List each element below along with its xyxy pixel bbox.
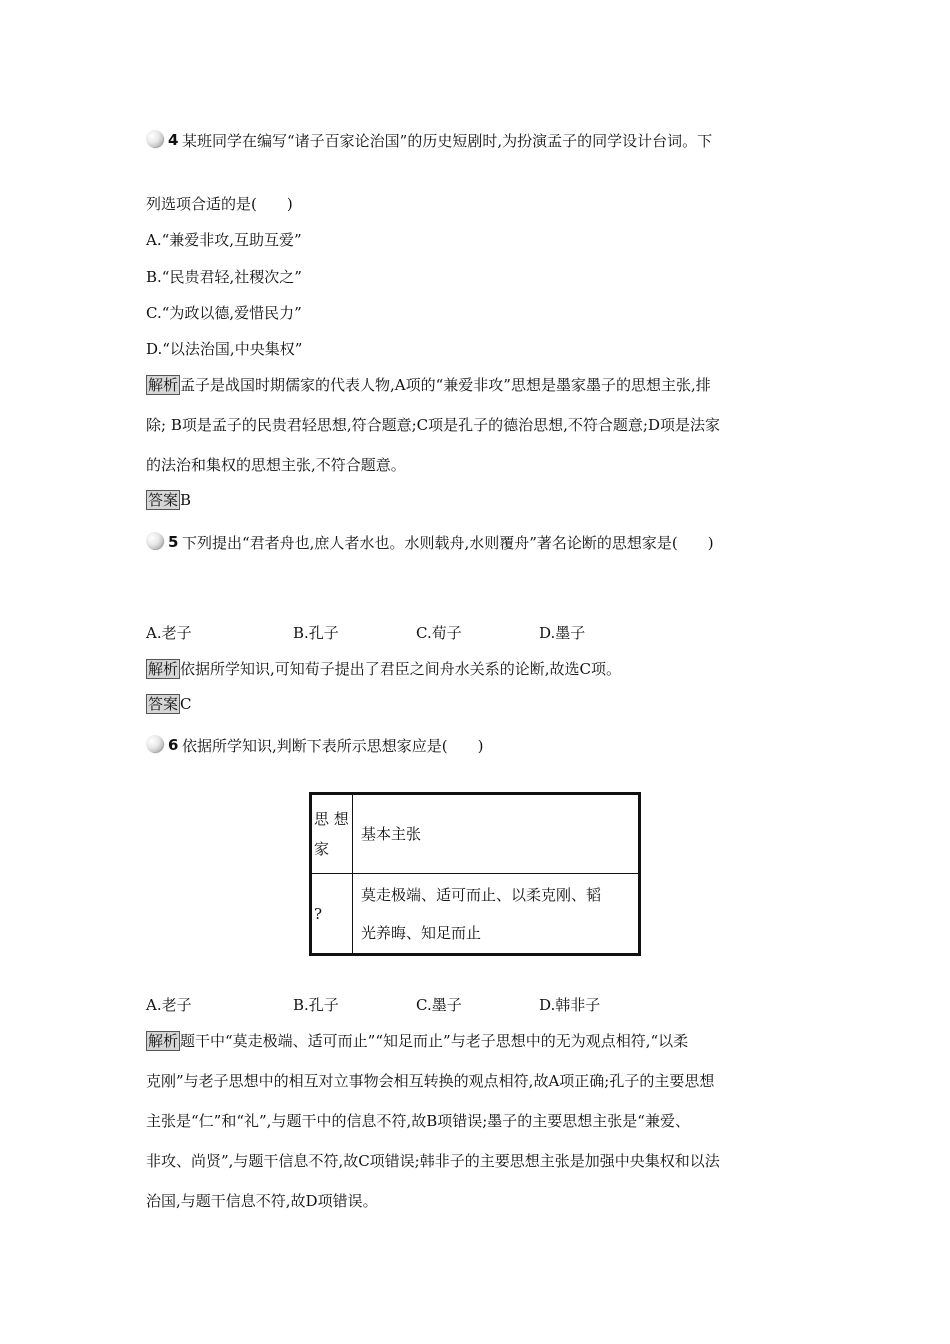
question-bullet-icon <box>146 130 163 147</box>
option-a: A.“兼爱非攻,互助互爱” <box>146 231 302 249</box>
option-d: D.墨子 <box>539 624 586 642</box>
analysis-text: 孟子是战国时期儒家的代表人物,A项的“兼爱非攻”思想是墨家墨子的思想主张,排 <box>180 376 711 394</box>
analysis-tag: 解析 <box>148 376 179 394</box>
answer-line <box>146 490 191 510</box>
option-b: B.“民贵君轻,社稷次之” <box>146 268 302 286</box>
analysis-line: 非攻、尚贤”,与题干信息不符,故C项错误;韩非子的主要思想主张是加强中央集权和以法 <box>146 1152 720 1170</box>
analysis-line <box>146 1030 688 1051</box>
analysis-line: 克刚”与老子思想中的相互对立事物会相互转换的观点相符,故A项正确;孔子的主要思想 <box>146 1072 715 1090</box>
option-c: C.“为政以德,爱惜民力” <box>146 304 302 322</box>
option-a: A.老子 <box>146 624 192 642</box>
answer-value: C <box>180 695 192 713</box>
option-a: A.老子 <box>146 996 192 1014</box>
question-stem: 下列提出“君者舟也,庶人者水也。水则载舟,水则覆舟”著名论断的思想家是( ) <box>182 534 714 552</box>
analysis-line: 主张是“仁”和“礼”,与题干中的信息不符,故B项错误;墨子的主要思想主张是“兼爱、 <box>146 1112 690 1130</box>
cell-claims: 莫走极端、适可而止、以柔克刚、韬 光养晦、知足而止 <box>353 874 640 955</box>
question-stem-continued: 列选项合适的是( ) <box>146 195 293 213</box>
option-d: D.“以法治国,中央集权” <box>146 340 303 358</box>
cell-thinker-unknown: ? <box>311 874 353 955</box>
question-number: 4 <box>168 131 179 149</box>
table-row <box>311 874 640 955</box>
answer-line <box>146 694 192 714</box>
analysis-tag: 解析 <box>148 1032 179 1050</box>
question-number: 5 <box>168 533 179 551</box>
answer-tag: 答案 <box>148 491 179 509</box>
question-stem: 某班同学在编写“诸子百家论治国”的历史短剧时,为扮演孟子的同学设计台词。下 <box>182 132 713 150</box>
table-row <box>311 794 640 874</box>
option-c: C.墨子 <box>416 996 462 1014</box>
analysis-line <box>146 374 711 395</box>
option-c: C.荀子 <box>416 624 462 642</box>
thinker-table <box>309 792 641 956</box>
question-number: 6 <box>168 736 179 754</box>
analysis-tag: 解析 <box>148 660 179 678</box>
analysis-line: 的法治和集权的思想主张,不符合题意。 <box>146 456 406 474</box>
analysis-text: 题干中“莫走极端、适可而止”“知足而止”与老子思想中的无为观点相符,“以柔 <box>180 1032 689 1050</box>
option-d: D.韩非子 <box>539 996 601 1014</box>
question-bullet-icon <box>146 532 163 549</box>
analysis-line <box>146 658 621 679</box>
question-stem: 依据所学知识,判断下表所示思想家应是( ) <box>182 737 484 755</box>
option-b: B.孔子 <box>293 996 339 1014</box>
analysis-text: 依据所学知识,可知荀子提出了君臣之间舟水关系的论断,故选C项。 <box>180 660 622 678</box>
analysis-line: 治国,与题干信息不符,故D项错误。 <box>146 1192 378 1210</box>
answer-tag: 答案 <box>148 695 179 713</box>
option-b: B.孔子 <box>293 624 339 642</box>
header-cell-thinker: 思 想 家 <box>311 794 353 874</box>
question-bullet-icon <box>146 735 163 752</box>
answer-value: B <box>180 491 192 509</box>
analysis-line: 除; B项是孟子的民贵君轻思想,符合题意;C项是孔子的德治思想,不符合题意;D项是法家 <box>146 416 720 434</box>
header-cell-claims: 基本主张 <box>353 794 640 874</box>
